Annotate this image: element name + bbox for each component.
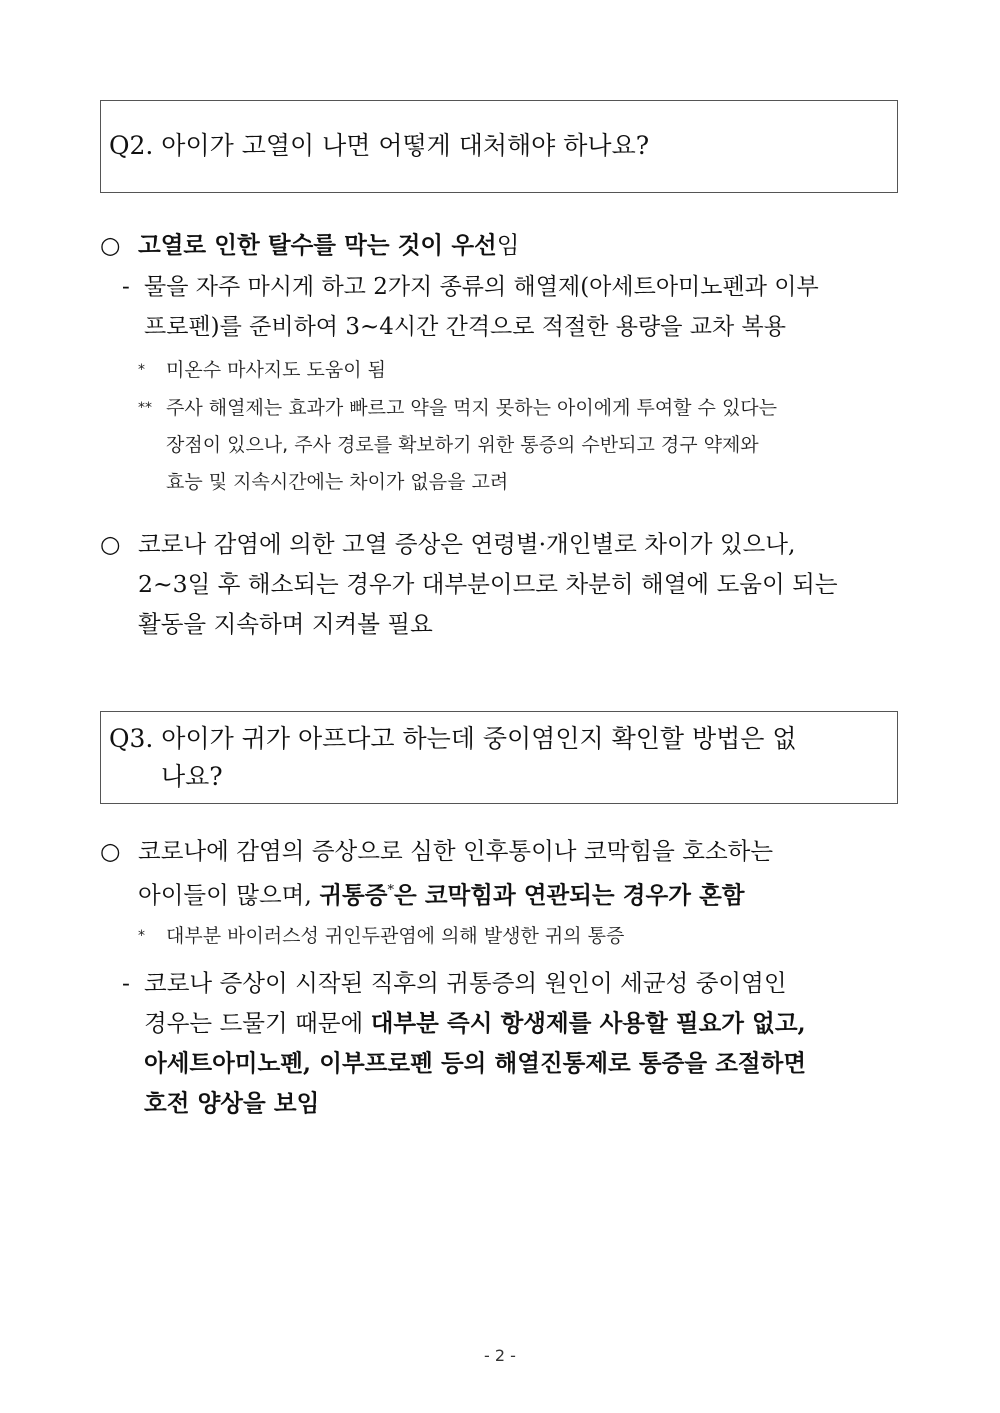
q2-point-1-bold: 고열로 인한 탈수를 막는 것이 우선 (138, 231, 497, 259)
q2-point-2-line1: 코로나 감염에 의한 고열 증상은 연령별·개인별로 차이가 있으나, (138, 530, 796, 558)
q3-point-1 (100, 831, 905, 915)
question-box-q3 (100, 711, 898, 804)
circle-bullet: ○ (100, 530, 121, 558)
q3-sub-1-line3: 아세트아미노펜, 이부프로펜 등의 해열진통제로 통증을 조절하면 (144, 1049, 807, 1077)
q2-sub-1-line1: 물을 자주 마시게 하고 2가지 종류의 해열제(아세트아미노펜과 이부 (144, 274, 819, 300)
q3-point-1-line2-plain: 아이들이 많으며, (138, 881, 312, 909)
question-box-q2 (100, 100, 898, 193)
q3-sub-1-line1: 코로나 증상이 시작된 직후의 귀통증의 원인이 세균성 중이염인 (144, 969, 787, 997)
q2-point-1 (100, 225, 905, 265)
question-title-q3-line2: 나요? (161, 762, 223, 791)
q3-sub-1-line2-bold: 대부분 즉시 항생제를 사용할 필요가 없고, (370, 1009, 806, 1037)
q3-sub-1 (100, 963, 905, 1123)
q2-point-2-line3: 활동을 지속하며 지켜볼 필요 (138, 610, 433, 638)
q2-point-2 (100, 524, 905, 644)
q3-note-1 (138, 918, 624, 955)
q3-point-1-line1: 코로나에 감염의 증상으로 심한 인후통이나 코막힘을 호소하는 (138, 837, 774, 865)
q2-note-1 (138, 352, 386, 389)
circle-bullet: ○ (100, 231, 121, 259)
q2-note-2-line3: 효능 및 지속시간에는 차이가 없음을 고려 (166, 471, 509, 493)
dash-bullet: - (122, 969, 130, 997)
q2-note-1-text: 미온수 마사지도 도움이 됨 (166, 359, 387, 381)
page-number: - 2 - (484, 1346, 516, 1365)
circle-bullet: ○ (100, 837, 121, 865)
q2-note-2 (138, 390, 777, 501)
dash-bullet: - (122, 274, 130, 300)
q3-sub-1-line4: 호전 양상을 보임 (144, 1089, 320, 1117)
q3-point-1-bold-a: 귀통증 (319, 881, 388, 909)
footnote-mark: ** (138, 400, 152, 416)
question-title-q3-line1: Q3. 아이가 귀가 아프다고 하는데 중이염인지 확인할 방법은 없 (109, 724, 797, 753)
footnote-mark: * (138, 362, 145, 378)
footnote-mark: * (387, 883, 394, 898)
q2-point-1-rest: 임 (496, 231, 520, 259)
question-title-q2: Q2. 아이가 고열이 나면 어떻게 대처해야 하나요? (109, 131, 650, 160)
q2-point-2-line2: 2~3일 후 해소되는 경우가 대부분이므로 차분히 해열에 도움이 되는 (138, 570, 838, 598)
q2-note-2-line2: 장점이 있으나, 주사 경로를 확보하기 위한 통증의 수반되고 경구 약제와 (166, 434, 759, 456)
q3-note-1-text: 대부분 바이러스성 귀인두관염에 의해 발생한 귀의 통증 (166, 925, 625, 947)
footnote-mark: * (138, 928, 145, 944)
q3-sub-1-line2-plain: 경우는 드물기 때문에 (144, 1009, 364, 1037)
q2-sub-1 (100, 267, 905, 347)
q2-note-2-line1: 주사 해열제는 효과가 빠르고 약을 먹지 못하는 아이에게 투여할 수 있다는 (166, 397, 778, 419)
q3-point-1-bold-b: 은 코막힘과 연관되는 경우가 혼함 (393, 881, 745, 909)
q2-sub-1-line2: 프로펜)를 준비하여 3~4시간 간격으로 적절한 용량을 교차 복용 (144, 314, 786, 340)
